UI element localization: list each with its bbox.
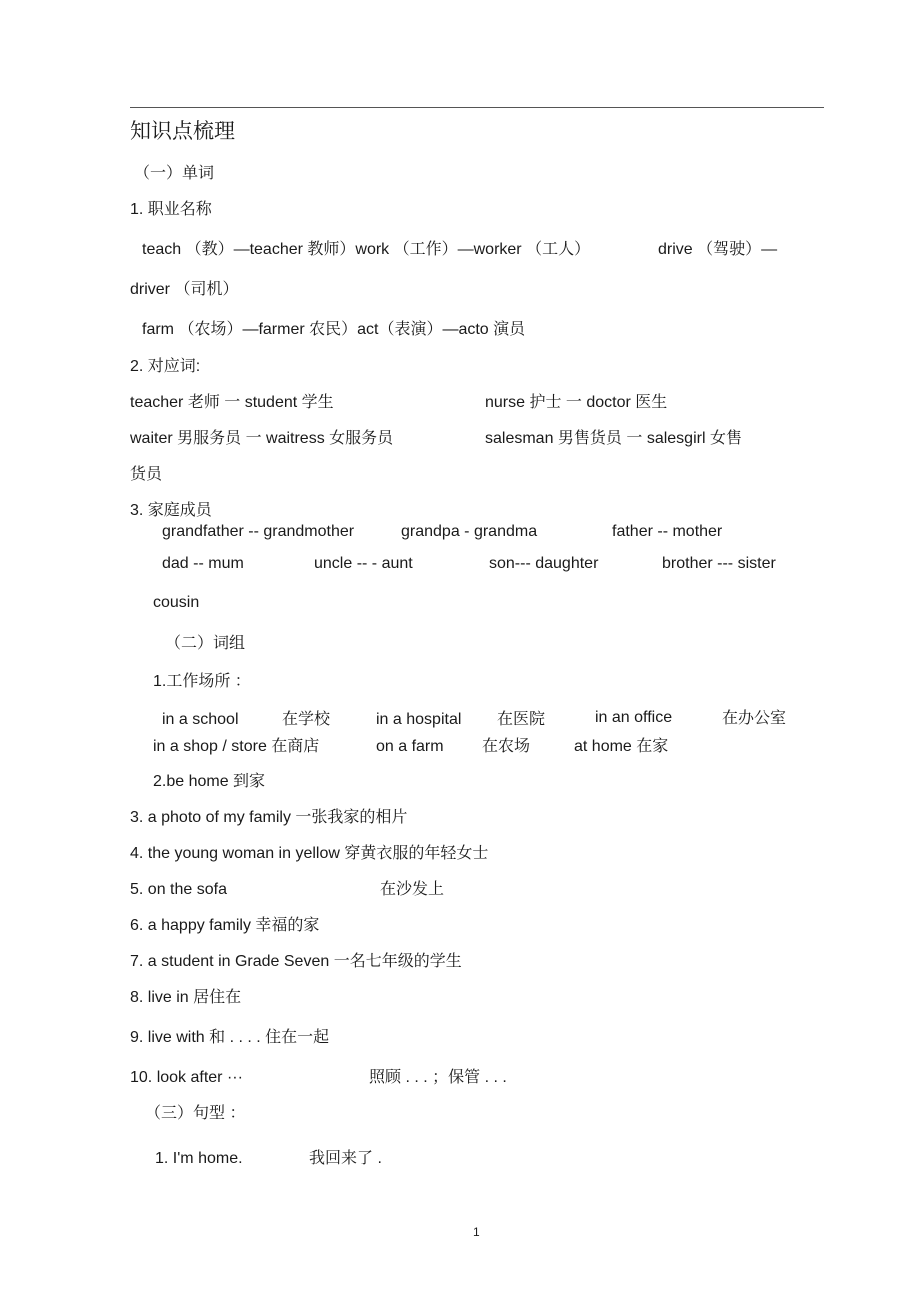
header-rule bbox=[130, 107, 824, 108]
family-pair: son--- daughter bbox=[489, 555, 599, 572]
phrase-item: 5. on the sofa bbox=[130, 881, 227, 898]
pair-item: nurse 护士 一 doctor 医生 bbox=[485, 394, 668, 411]
place-item: at home 在家 bbox=[574, 738, 669, 755]
place-item-cn: 在办公室 bbox=[722, 710, 787, 727]
phrase-item-cn: 在沙发上 bbox=[380, 881, 445, 898]
occupations-heading: 1. 职业名称 bbox=[130, 201, 212, 218]
pairs-heading: 2. 对应词: bbox=[130, 358, 201, 375]
place-item-cn: 在学校 bbox=[282, 711, 331, 728]
phrase-item: 6. a happy family 幸福的家 bbox=[130, 917, 320, 934]
pair-item: salesman 男售货员 一 salesgirl 女售 bbox=[485, 430, 742, 447]
place-item-cn: 在农场 bbox=[482, 738, 531, 755]
section1-heading: （一）单词 bbox=[134, 165, 215, 182]
phrase-item: 8. live in 居住在 bbox=[130, 989, 242, 1006]
place-item: in a shop / store 在商店 bbox=[153, 738, 320, 755]
sentence-item-cn: 我回来了 . bbox=[309, 1150, 382, 1167]
place-item: in an office bbox=[595, 709, 673, 726]
pair-item: waiter 男服务员 一 waitress 女服务员 bbox=[130, 430, 394, 447]
family-pair: cousin bbox=[153, 594, 200, 611]
family-pair: father -- mother bbox=[612, 523, 723, 540]
family-pair: uncle -- - aunt bbox=[314, 555, 413, 572]
pair-item: teacher 老师 一 student 学生 bbox=[130, 394, 334, 411]
family-pair: dad -- mum bbox=[162, 555, 244, 572]
sentence-item: 1. I'm home. bbox=[155, 1150, 243, 1167]
phrase-item: 9. live with 和 . . . . 住在一起 bbox=[130, 1029, 330, 1046]
phrase-item: 3. a photo of my family 一张我家的相片 bbox=[130, 809, 408, 826]
family-pair: grandfather -- grandmother bbox=[162, 523, 355, 540]
section2-heading: （二）词组 bbox=[165, 635, 246, 652]
place-item-cn: 在医院 bbox=[497, 711, 546, 728]
phrase-item: 10. look after ··· bbox=[130, 1069, 243, 1086]
occupations-line-1-end: drive （驾驶）— bbox=[658, 241, 778, 258]
place-item: in a hospital bbox=[376, 711, 462, 728]
pair-item-wrap: 货员 bbox=[130, 466, 163, 483]
phrase-item: 2.be home 到家 bbox=[153, 773, 266, 790]
page-number: 1 bbox=[473, 1225, 480, 1239]
place-item: on a farm bbox=[376, 738, 444, 755]
occupations-line-2: farm （农场）—farmer 农民）act（表演）—acto 演员 bbox=[142, 321, 526, 338]
page-title: 知识点梳理 bbox=[130, 120, 235, 143]
family-pair: brother --- sister bbox=[662, 555, 776, 572]
phrase-item: 7. a student in Grade Seven 一名七年级的学生 bbox=[130, 953, 462, 970]
places-heading: 1.工作场所 ： bbox=[153, 673, 251, 690]
family-heading: 3. 家庭成员 bbox=[130, 502, 212, 519]
phrase-item-cn: 照顾 . . . ；保管 . . . bbox=[369, 1069, 507, 1086]
place-item: in a school bbox=[162, 711, 239, 728]
section3-heading: （三）句型 ： bbox=[145, 1105, 246, 1122]
occupations-line-1-wrap: driver （司机） bbox=[130, 281, 239, 298]
occupations-line-1: teach （教）—teacher 教师）work （工作）—worker （工人） bbox=[142, 241, 591, 258]
family-pair: grandpa - grandma bbox=[401, 523, 538, 540]
phrase-item: 4. the young woman in yellow 穿黄衣服的年轻女士 bbox=[130, 845, 489, 862]
